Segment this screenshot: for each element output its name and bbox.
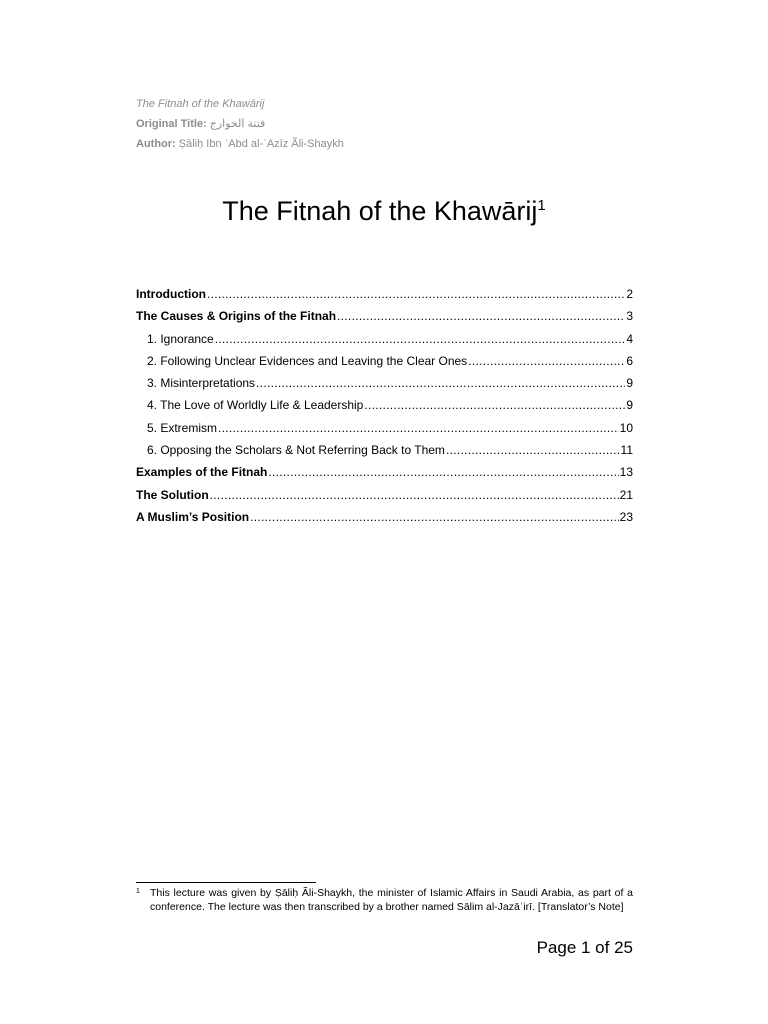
footnote <box>136 887 633 914</box>
toc-leader <box>364 398 625 412</box>
title-footnote-ref: 1 <box>537 197 546 214</box>
toc-entry-page: 3 <box>626 309 633 324</box>
toc-entry-label: 2. Following Unclear Evidences and Leaving the Clear Ones <box>147 353 468 368</box>
toc-leader <box>218 421 619 435</box>
toc-entry[interactable] <box>136 398 633 420</box>
author-line <box>136 134 344 154</box>
toc-entry-label: Introduction <box>136 287 206 301</box>
original-title-arabic: فتنة الخوارج <box>209 118 266 130</box>
toc-entry-page: 13 <box>619 465 633 480</box>
toc-leader <box>446 443 620 457</box>
toc-leader <box>210 488 619 502</box>
toc-entry-page: 6 <box>626 353 633 368</box>
toc-entry[interactable] <box>136 443 633 465</box>
toc-entry-label: 4. The Love of Worldly Life & Leadership <box>147 398 364 413</box>
toc-entry-page: 11 <box>620 443 633 458</box>
document-meta <box>136 94 344 154</box>
toc-entry[interactable] <box>136 354 633 376</box>
toc-entry[interactable] <box>136 309 633 331</box>
original-title-label: Original Title: <box>136 118 207 130</box>
toc-entry-label: 3. Misinterpretations <box>147 376 256 391</box>
footnote-divider <box>136 882 316 883</box>
toc-leader <box>207 287 625 301</box>
footnote-mark: 1 <box>136 888 140 895</box>
toc-entry[interactable] <box>136 488 633 510</box>
footnote-text: This lecture was given by Ṣāliḥ Ãli-Shaykh, the minister of Islamic Affairs in Saudi Arabia, as part of a conference. The lecture was then transcribed by a brother named Sālim al-Jazāʾirī. [Translator’s Note] <box>150 887 633 913</box>
toc-entry-page: 23 <box>619 509 633 524</box>
author-name: Ṣāliḥ Ibn ʿAbd al-ʿAzīz Ãli-Shaykh <box>178 138 344 150</box>
toc-entry-label: 1. Ignorance <box>147 331 214 346</box>
toc-leader <box>256 376 625 390</box>
table-of-contents <box>136 287 633 532</box>
page-number: Page 1 of 25 <box>536 938 633 957</box>
toc-leader <box>268 465 618 479</box>
document-name: The Fitnah of the Khawārij <box>136 98 265 110</box>
toc-leader <box>468 354 625 368</box>
toc-entry-page: 4 <box>626 331 633 346</box>
toc-entry-page: 10 <box>619 420 633 435</box>
toc-leader <box>215 332 626 346</box>
toc-entry-page: 21 <box>619 487 633 502</box>
toc-entry[interactable] <box>136 421 633 443</box>
toc-entry-label: 5. Extremism <box>147 420 218 435</box>
toc-entry-label: The Solution <box>136 487 209 502</box>
toc-entry-label: Examples of the Fitnah <box>136 465 268 480</box>
toc-entry-label: A Muslim’s Position <box>136 509 250 524</box>
toc-entry-label: The Causes & Origins of the Fitnah <box>136 309 337 324</box>
toc-entry[interactable] <box>136 332 633 354</box>
toc-leader <box>250 510 619 524</box>
original-title-line <box>136 114 344 134</box>
author-label: Author: <box>136 138 176 150</box>
toc-entry[interactable] <box>136 376 633 398</box>
page-title <box>0 196 768 227</box>
toc-entry-page: 9 <box>626 376 633 391</box>
toc-entry-page: 9 <box>626 398 633 413</box>
toc-entry[interactable] <box>136 510 633 532</box>
title-text: The Fitnah of the Khawārij <box>222 196 538 226</box>
toc-entry[interactable] <box>136 287 633 309</box>
toc-entry[interactable] <box>136 465 633 487</box>
toc-leader <box>337 309 625 323</box>
toc-entry-page: 2 <box>626 287 633 301</box>
toc-entry-label: 6. Opposing the Scholars & Not Referring Back to Them <box>147 443 445 458</box>
